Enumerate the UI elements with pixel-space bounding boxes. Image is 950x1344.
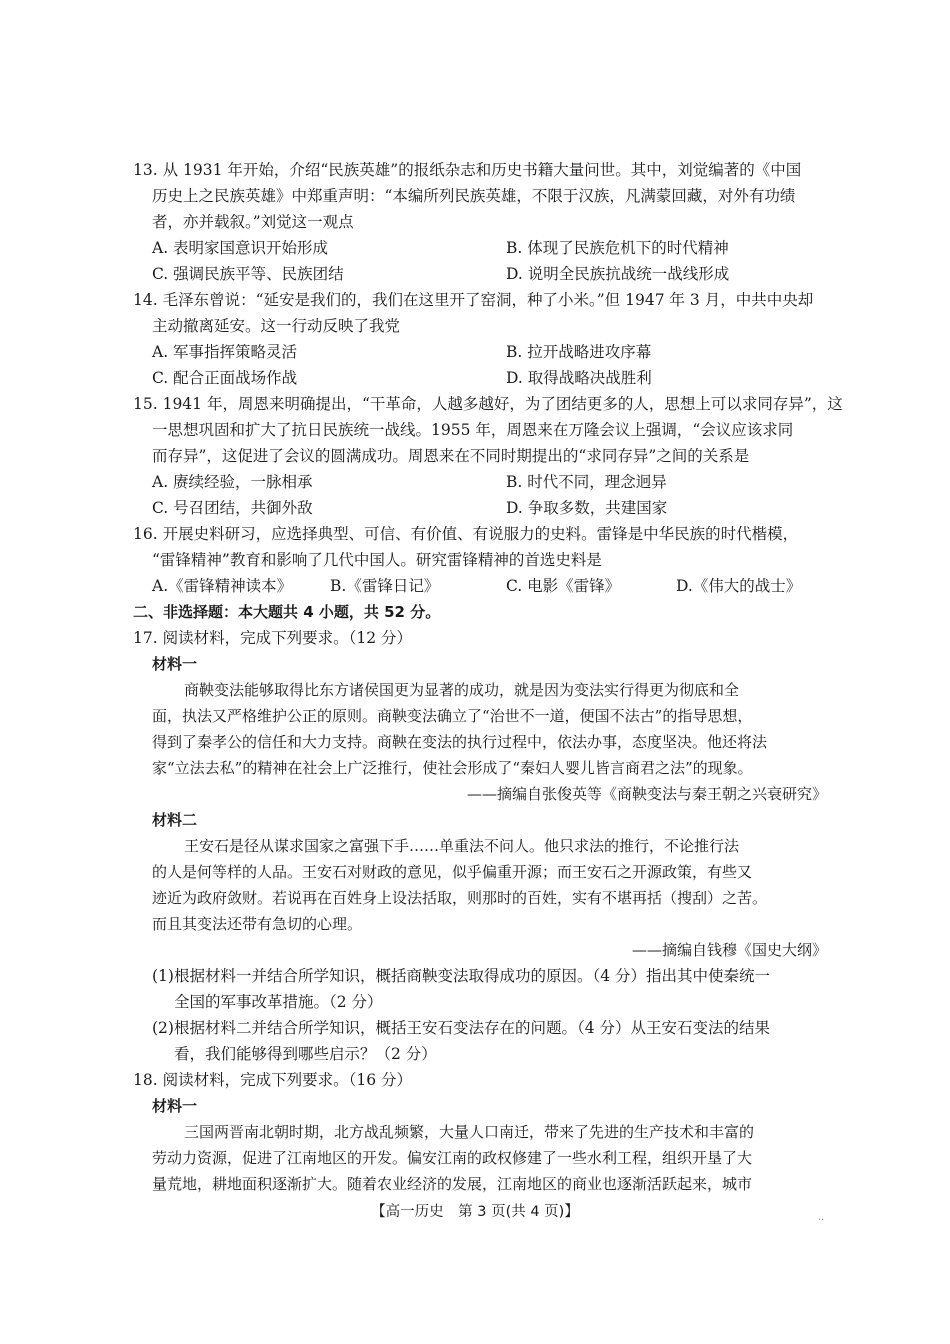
footer-dots: .. [818,1212,825,1223]
q13-line-1: 13. 从 1931 年开始，介绍“民族英雄”的报纸杂志和历史书籍大量问世。其中，刘觉编著的《中国 [133,161,802,179]
q17-material-1-line-3: 得到了秦孝公的信任和大力支持。商鞅在变法的执行过程中，依法办事，态度坚决。他还将法 [152,733,768,751]
q17-sub-1-line-1: (1)根据材料一并结合所学知识，概括商鞅变法取得成功的原因。（4 分）指出其中使秦统一 [152,967,770,985]
q16-option-a: A.《雷锋精神读本》 [152,577,293,595]
q14-option-c: C. 配合正面战场作战 [152,369,298,387]
q17-material-2-line-4: 而且其变法还带有急切的心理。 [152,915,363,933]
page-footer: 【高一历史 第 3 页(共 4 页)】 [371,1204,579,1220]
q13-option-d: D. 说明全民族抗战统一战线形成 [506,265,730,283]
q15-line-1: 15. 1941 年，周恩来明确提出，“干革命，人越多越好，为了团结更多的人，思想上可以求同存异”，这 [133,395,843,413]
q15-option-c: C. 号召团结，共御外敌 [152,499,313,517]
q15-line-3: 而存异”，这促进了会议的圆满成功。周恩来在不同时期提出的“求同存异”之间的关系是 [152,447,750,465]
q17-material-2-source: ——摘编自钱穆《国史大纲》 [631,941,827,959]
q18-title: 18. 阅读材料，完成下列要求。（16 分） [133,1071,412,1089]
q17-sub-2-line-2: 看，我们能够得到哪些启示？（2 分） [174,1045,437,1063]
q17-title: 17. 阅读材料，完成下列要求。（12 分） [133,629,412,647]
q16-line-2: “雷锋精神”教育和影响了几代中国人。研究雷锋精神的首选史料是 [152,551,602,569]
q15-option-a: A. 赓续经验，一脉相承 [152,473,313,491]
q15-option-d: D. 争取多数，共建国家 [506,499,668,517]
q17-material-1-line-4: 家“立法去私”的精神在社会上广泛推行，使社会形成了“秦妇人婴儿皆言商君之法”的现象。 [152,759,753,777]
q17-material-2-line-1: 王安石是径从谋求国家之富强下手……单重法不问人。他只求法的推行，不论推行法 [184,837,740,855]
q13-option-b: B. 体现了民族危机下的时代精神 [506,239,729,257]
q18-material-1-label: 材料一 [152,1097,198,1115]
q16-option-c: C. 电影《雷锋》 [506,577,621,595]
q17-material-1-source: ——摘编自张俊英等《商鞅变法与秦王朝之兴衰研究》 [466,785,827,803]
q18-material-1-line-1: 三国两晋南北朝时期，北方战乱频繁，大量人口南迁，带来了先进的生产技术和丰富的 [184,1123,755,1141]
q17-sub-1-line-2: 全国的军事改革措施。（2 分） [174,993,383,1011]
q14-option-b: B. 拉开战略进攻序幕 [506,343,652,361]
section-2-title: 二、非选择题：本大题共 4 小题，共 52 分。 [133,603,441,621]
q16-option-b: B.《雷锋日记》 [330,577,440,595]
q17-material-1-line-2: 面，执法又严格维护公正的原则。商鞅变法确立了“治世不一道，便国不法古”的指导思想， [152,707,753,725]
q17-sub-2-line-1: (2)根据材料二并结合所学知识，概括王安石变法存在的问题。（4 分）从王安石变法的结果 [152,1019,770,1037]
q16-line-1: 16. 开展史料研习，应选择典型、可信、有价值、有说服力的史料。雷锋是中华民族的时代楷模， [133,525,799,543]
q17-material-2-line-3: 迹近为政府敛财。若说再在百姓身上设法括取，则那时的百姓，实有不堪再括（搜刮）之苦。 [152,889,768,907]
q13-option-a: A. 表明家国意识开始形成 [152,239,329,257]
q16-option-d: D.《伟大的战士》 [676,577,802,595]
q18-material-1-line-2: 劳动力资源，促进了江南地区的开发。偏安江南的政权修建了一些水利工程，组织开垦了大 [152,1149,753,1167]
q14-line-1: 14. 毛泽东曾说：“延安是我们的，我们在这里开了窑洞，种了小米。”但 1947 年 3 月，中共中央却 [133,291,814,309]
q13-line-3: 者，亦并载叙。”刘觉这一观点 [152,213,354,231]
q17-material-2-line-2: 的人是何等样的人品。王安石对财政的意见，似乎偏重开源；而王安石之开源政策，有些又 [152,863,753,881]
q18-material-1-line-3: 量荒地，耕地面积逐渐扩大。随着农业经济的发展，江南地区的商业也逐渐活跃起来，城市 [152,1175,753,1193]
q17-material-2-label: 材料二 [152,811,198,829]
q14-option-a: A. 军事指挥策略灵活 [152,343,298,361]
q14-line-2: 主动撤离延安。这一行动反映了我党 [152,317,401,335]
q14-option-d: D. 取得战略决战胜利 [506,369,652,387]
q17-material-1-line-1: 商鞅变法能够取得比东方诸侯国更为显著的成功，就是因为变法实行得更为彻底和全 [184,681,740,699]
q13-option-c: C. 强调民族平等、民族团结 [152,265,344,283]
q13-line-2: 历史上之民族英雄》中郑重声明：“本编所列民族英雄，不限于汉族，凡满蒙回藏，对外有功绩 [152,187,796,205]
q15-line-2: 一思想巩固和扩大了抗日民族统一战线。1955 年，周恩来在万隆会议上强调，“会议应该求同 [152,421,794,439]
q15-option-b: B. 时代不同，理念迥异 [506,473,667,491]
q17-material-1-label: 材料一 [152,655,198,673]
